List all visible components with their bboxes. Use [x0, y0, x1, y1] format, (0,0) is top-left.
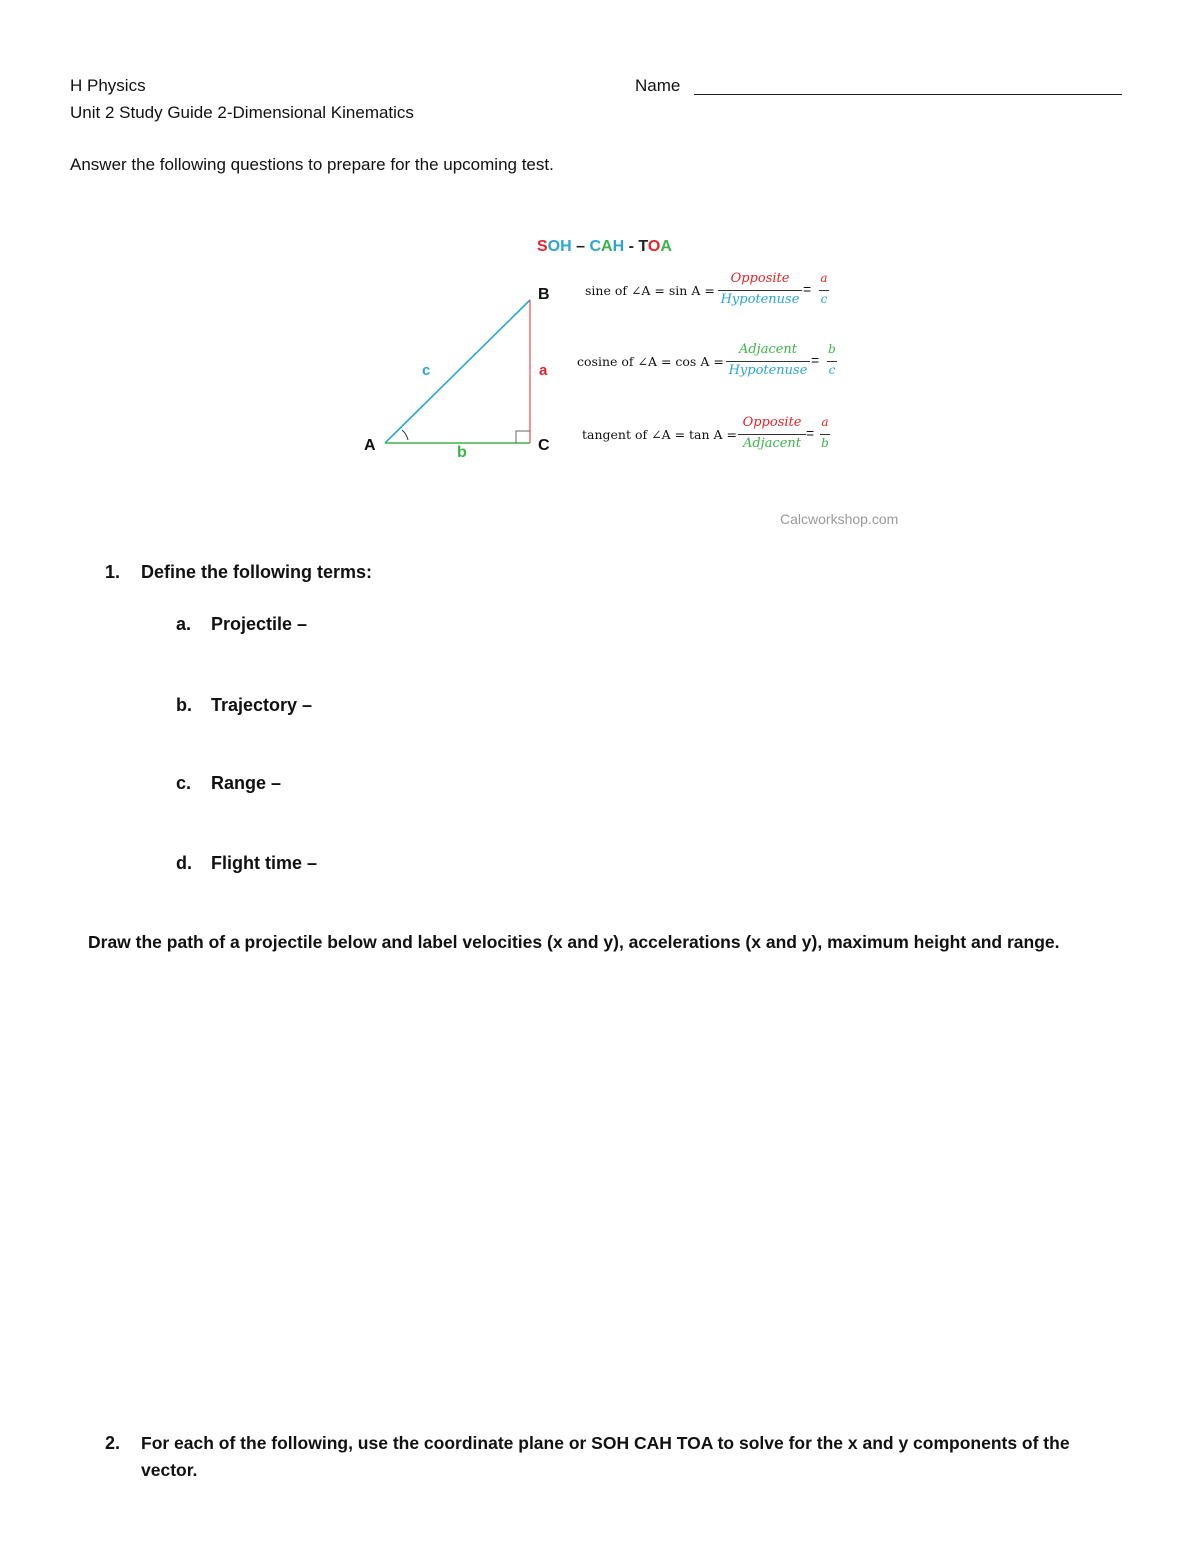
fraction-bar: [726, 361, 810, 362]
ratio-denominator: c: [820, 292, 828, 306]
soh-cah-toa-title: [537, 238, 672, 256]
ratio-denominator: c: [828, 363, 836, 377]
vertex-a-label: A: [364, 437, 376, 454]
ratio-numerator: a: [821, 415, 829, 429]
drawing-area[interactable]: [70, 970, 1130, 1410]
unit-title: Unit 2 Study Guide 2-Dimensional Kinematics: [70, 103, 414, 122]
formula-denominator: Hypotenuse: [728, 363, 808, 378]
fraction-bar: [738, 434, 806, 435]
formula-numerator: Opposite: [742, 415, 802, 430]
right-angle-mark: [516, 431, 530, 443]
side-c-label: c: [422, 362, 431, 379]
ratio-bar: [819, 290, 829, 291]
formula-lhs: cosine of ∠A = cos A =: [577, 354, 724, 369]
ratio-bar: [827, 361, 837, 362]
formula-denominator: Hypotenuse: [720, 292, 800, 307]
title-part: A: [601, 238, 613, 255]
title-part: C: [589, 238, 602, 255]
question-1-text: Define the following terms:: [141, 562, 373, 582]
term-flight-time: Flight time –: [211, 853, 318, 873]
formula-numerator: Adjacent: [738, 342, 798, 357]
hypotenuse-side: [385, 300, 530, 443]
intro-text: Answer the following questions to prepare for the upcoming test.: [70, 155, 554, 174]
equals-sign: =: [803, 281, 812, 297]
question-2-line1: For each of the following, use the coordinate plane or SOH CAH TOA to solve for the x and y components of the: [141, 1433, 1070, 1453]
question-2-line2: vector.: [141, 1460, 198, 1480]
equals-sign: =: [806, 425, 815, 441]
term-projectile: Projectile –: [211, 614, 308, 634]
fraction-bar: [718, 290, 802, 291]
vertex-b-label: B: [538, 286, 550, 303]
title-part: T: [638, 238, 648, 255]
title-part: S: [537, 238, 548, 255]
formula-numerator: Opposite: [730, 271, 790, 286]
vertex-c-label: C: [538, 437, 550, 454]
term-letter: b.: [176, 695, 192, 715]
credit-text: Calcworkshop.com: [780, 511, 899, 527]
title-part: –: [571, 238, 590, 255]
formula-lhs: sine of ∠A = sin A =: [585, 283, 715, 298]
term-letter: c.: [176, 773, 192, 793]
question-1-number: 1.: [105, 562, 121, 582]
angle-a-arc: [402, 430, 408, 440]
term-range: Range –: [211, 773, 282, 793]
term-letter: a.: [176, 614, 192, 634]
title-part: O: [547, 238, 561, 255]
ratio-numerator: a: [820, 271, 828, 285]
title-part: -: [624, 238, 639, 255]
term-letter: d.: [176, 853, 192, 873]
question-2-number: 2.: [105, 1433, 121, 1453]
title-part: H: [560, 238, 572, 255]
title-part: A: [660, 238, 672, 255]
course-title: H Physics: [70, 76, 146, 95]
name-label: Name: [635, 76, 681, 95]
title-part: H: [612, 238, 625, 255]
term-trajectory: Trajectory –: [211, 695, 313, 715]
side-b-label: b: [457, 444, 467, 461]
ratio-bar: [820, 434, 830, 435]
title-part: O: [647, 238, 661, 255]
draw-instruction: Draw the path of a projectile below and label velocities (x and y), accelerations (x and y), maximum height and range.: [88, 932, 1060, 952]
formula-denominator: Adjacent: [742, 436, 802, 451]
ratio-denominator: b: [821, 436, 829, 450]
side-a-label: a: [539, 362, 548, 379]
equals-sign: =: [811, 352, 820, 368]
formula-lhs: tangent of ∠A = tan A =: [582, 427, 737, 442]
name-blank-line[interactable]: [694, 94, 1122, 95]
ratio-numerator: b: [828, 342, 836, 356]
